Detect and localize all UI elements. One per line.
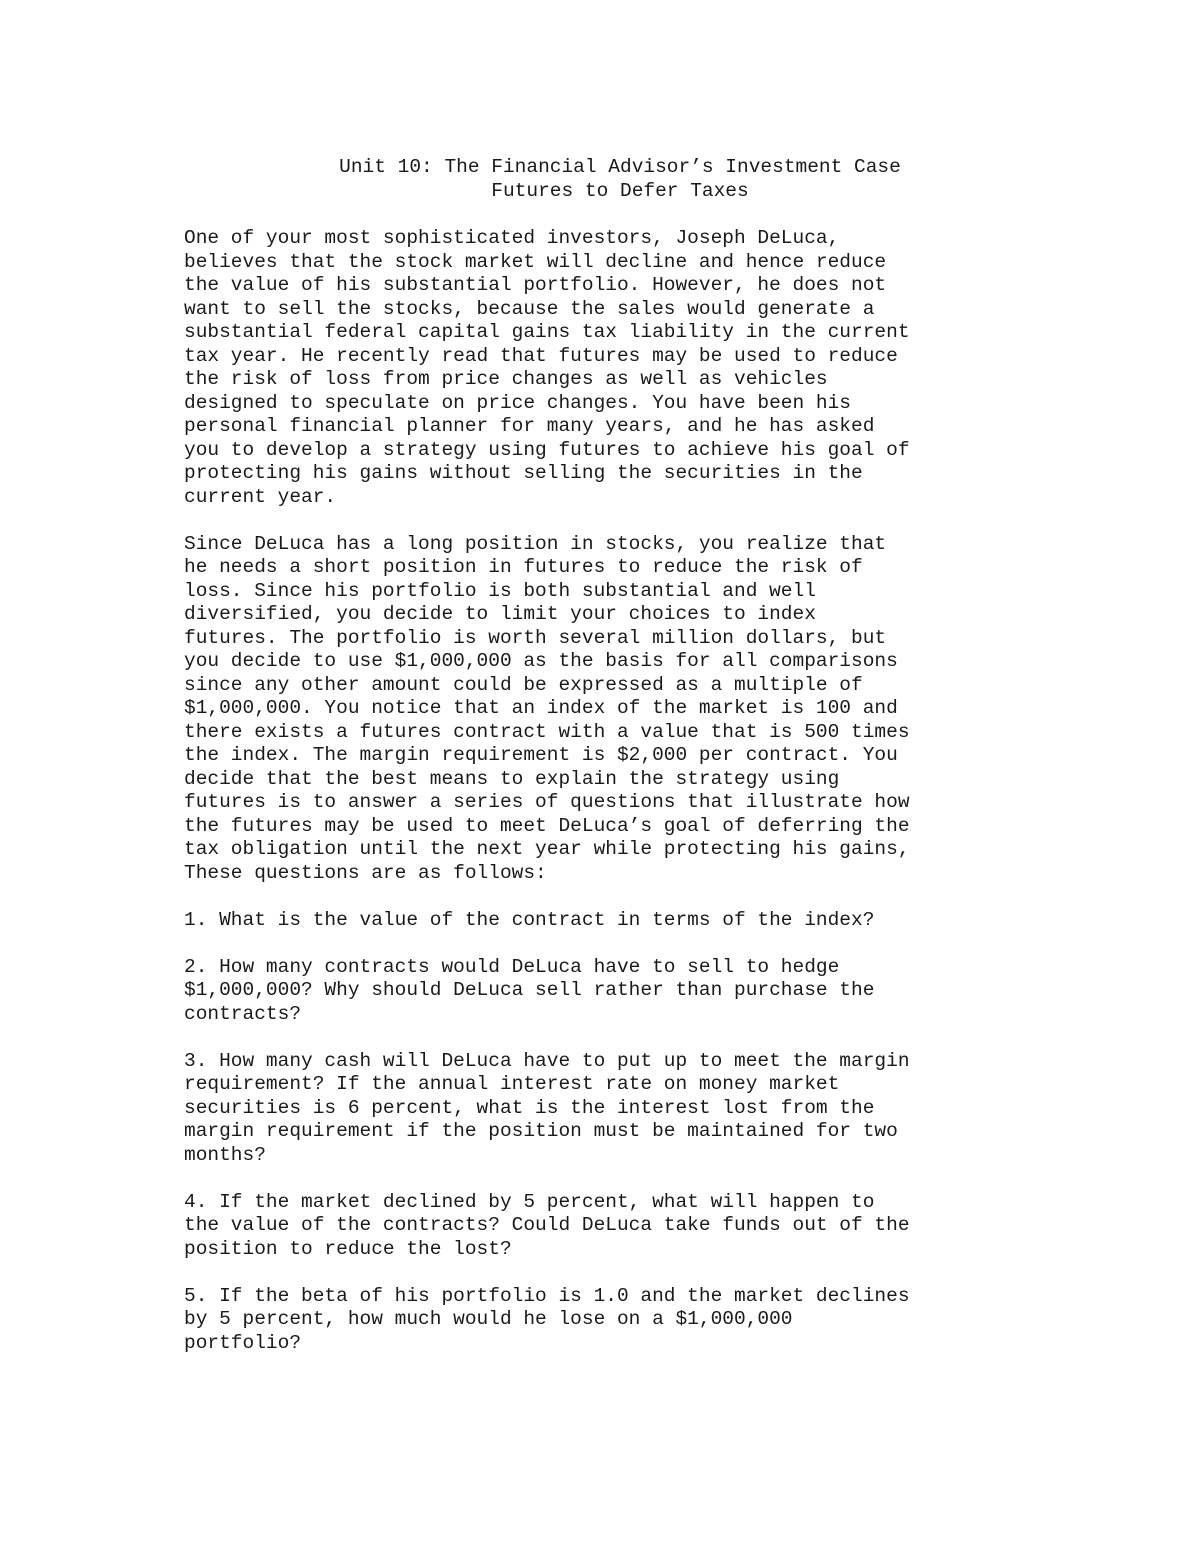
text-line: the index. The margin requirement is $2,000 per contract. You xyxy=(184,744,898,766)
text-line: the value of his substantial portfolio. However, he does not xyxy=(184,274,887,296)
text-line: he needs a short position in futures to reduce the risk of xyxy=(184,556,863,578)
text-line: loss. Since his portfolio is both substantial and well xyxy=(184,579,816,602)
question-3 xyxy=(184,1050,1084,1168)
text-line: One of your most sophisticated investors, Joseph DeLuca, xyxy=(184,227,840,249)
text-line: 1. What is the value of the contract in terms of the index? xyxy=(184,908,875,931)
question-4 xyxy=(184,1191,1084,1262)
text-line: believes that the stock market will decline and hence reduce xyxy=(184,250,887,273)
text-line: substantial federal capital gains tax liability in the current xyxy=(184,321,910,343)
text-line: current year. xyxy=(184,485,337,508)
text-line: 3. How many cash will DeLuca have to put up to meet the margin xyxy=(184,1049,910,1072)
paragraph-strategy xyxy=(184,533,1084,886)
text-line: 4. If the market declined by 5 percent, what will happen to xyxy=(184,1190,875,1213)
text-line: months? xyxy=(184,1143,266,1166)
text-line: portfolio? xyxy=(184,1331,302,1354)
text-line: you to develop a strategy using futures to achieve his goal of xyxy=(184,438,910,461)
document-body xyxy=(184,227,1084,1379)
text-line: 5. If the beta of his portfolio is 1.0 and the market declines xyxy=(184,1284,910,1307)
text-line: tax year. He recently read that futures may be used to reduce xyxy=(184,344,898,367)
text-line: designed to speculate on price changes. You have been his xyxy=(184,391,852,414)
text-line: there exists a futures contract with a value that is 500 times xyxy=(184,720,910,743)
text-line: margin requirement if the position must be maintained for two xyxy=(184,1120,898,1142)
title-line-2: Futures to Defer Taxes xyxy=(491,179,749,202)
text-line: futures is to answer a series of questions that illustrate how xyxy=(184,791,910,813)
text-line: the value of the contracts? Could DeLuca take funds out of the xyxy=(184,1214,910,1236)
text-line: These questions are as follows: xyxy=(184,861,547,884)
text-line: the futures may be used to meet DeLuca’s goal of deferring the xyxy=(184,814,910,837)
text-line: 2. How many contracts would DeLuca have to sell to hedge xyxy=(184,955,840,978)
text-line: $1,000,000. You notice that an index of the market is 100 and xyxy=(184,697,898,719)
question-2 xyxy=(184,956,1084,1027)
text-line: securities is 6 percent, what is the interest lost from the xyxy=(184,1096,875,1119)
text-line: decide that the best means to explain the strategy using xyxy=(184,767,840,790)
text-line: Since DeLuca has a long position in stocks, you realize that xyxy=(184,532,887,555)
text-line: protecting his gains without selling the securities in the xyxy=(184,462,863,484)
text-line: requirement? If the annual interest rate on money market xyxy=(184,1073,840,1095)
question-1 xyxy=(184,909,1084,933)
question-5 xyxy=(184,1285,1084,1356)
text-line: want to sell the stocks, because the sales would generate a xyxy=(184,297,875,320)
text-line: tax obligation until the next year while protecting his gains, xyxy=(184,838,910,860)
paragraph-intro xyxy=(184,227,1084,509)
text-line: since any other amount could be expressed as a multiple of xyxy=(184,673,863,696)
text-line: diversified, you decide to limit your choices to index xyxy=(184,603,816,625)
text-line: position to reduce the lost? xyxy=(184,1237,512,1260)
title-line-1: Unit 10: The Financial Advisor’s Investment Case xyxy=(339,156,901,178)
text-line: personal financial planner for many years, and he has asked xyxy=(184,415,875,437)
text-line: contracts? xyxy=(184,1002,302,1025)
text-line: the risk of loss from price changes as well as vehicles xyxy=(184,368,828,390)
text-line: by 5 percent, how much would he lose on a $1,000,000 xyxy=(184,1308,793,1330)
text-line: you decide to use $1,000,000 as the basis for all comparisons xyxy=(184,650,898,672)
text-line: $1,000,000? Why should DeLuca sell rather than purchase the xyxy=(184,979,875,1001)
document-title xyxy=(0,156,1200,203)
text-line: futures. The portfolio is worth several million dollars, but xyxy=(184,626,887,649)
